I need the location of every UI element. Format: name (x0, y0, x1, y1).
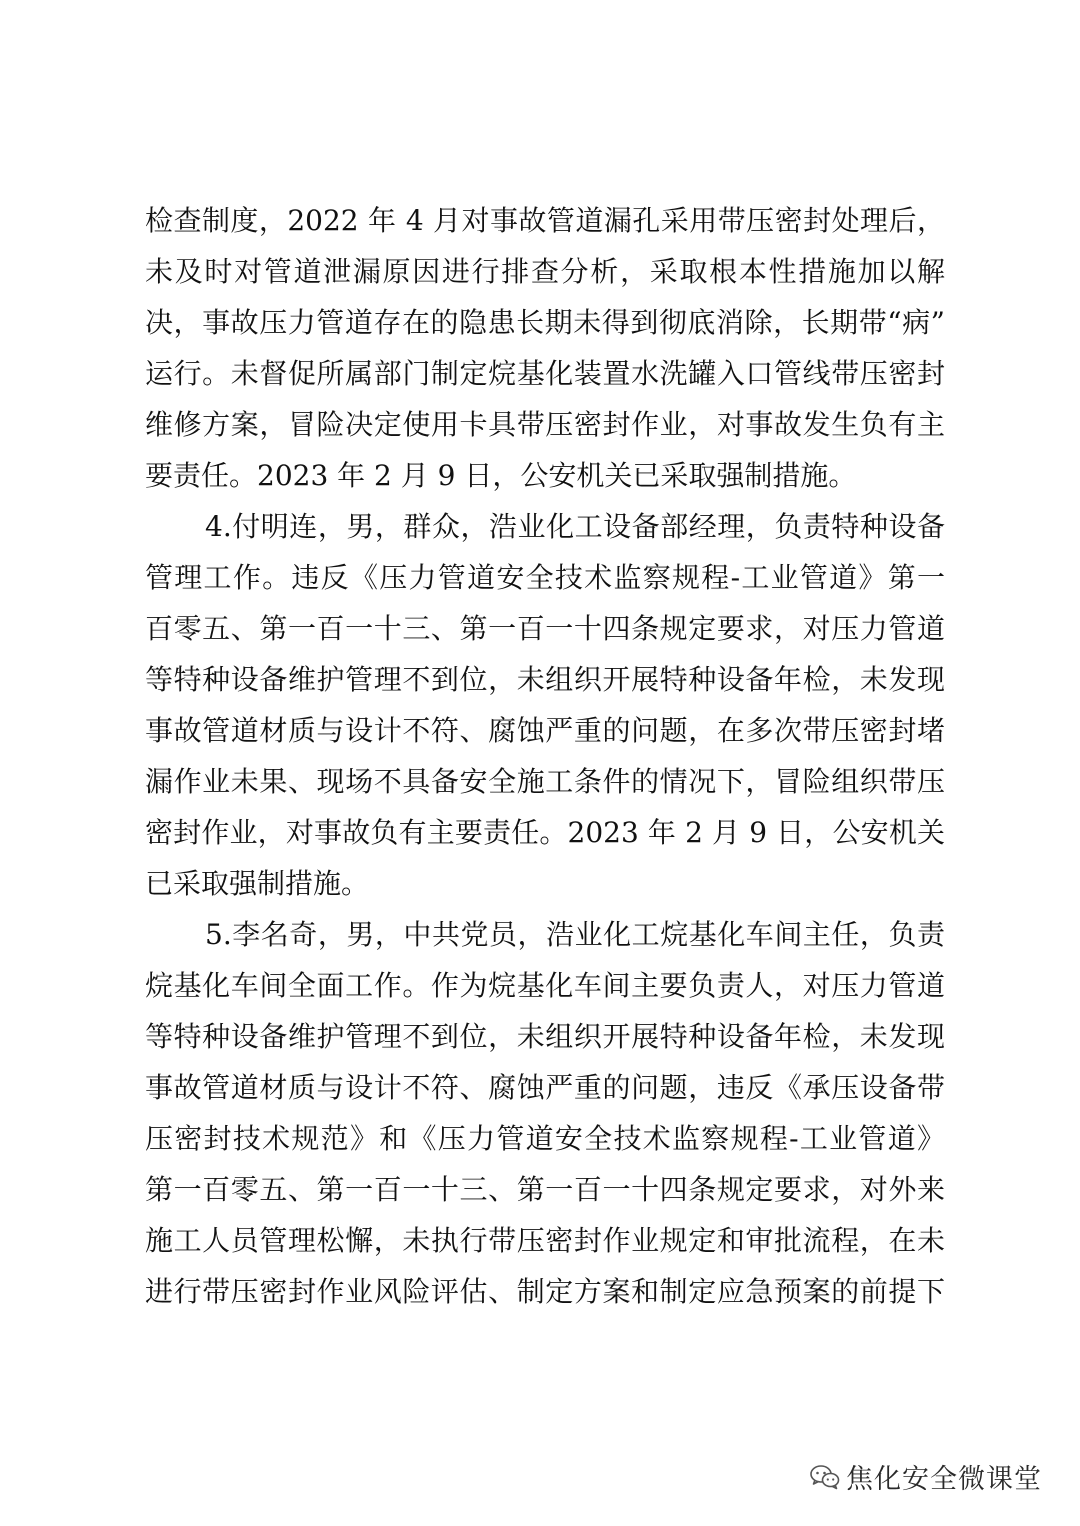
text-line: 等特种设备维护管理不到位，未组织开展特种设备年检，未发现 (145, 1020, 945, 1053)
text-line: 检查制度，2022 年 4 月对事故管道漏孔采用带压密封处理后， (145, 204, 945, 237)
text-line: 漏作业未果、现场不具备安全施工条件的情况下，冒险组织带压 (145, 765, 945, 798)
text-line: 密封作业，对事故负有主要责任。2023 年 2 月 9 日，公安机关 (145, 816, 945, 849)
text-line: 运行。未督促所属部门制定烷基化装置水洗罐入口管线带压密封 (145, 357, 945, 390)
text-line: 事故管道材质与设计不符、腐蚀严重的问题，在多次带压密封堵 (145, 714, 945, 747)
paragraph-start-line: 4.付明连，男，群众，浩业化工设备部经理，负责特种设备 (205, 510, 945, 543)
text-line: 等特种设备维护管理不到位，未组织开展特种设备年检，未发现 (145, 663, 945, 696)
wechat-icon (810, 1464, 840, 1490)
text-line: 进行带压密封作业风险评估、制定方案和制定应急预案的前提下 (145, 1275, 945, 1308)
text-line: 第一百零五、第一百一十三、第一百一十四条规定要求，对外来 (145, 1173, 945, 1206)
text-line: 要责任。2023 年 2 月 9 日，公安机关已采取强制措施。 (145, 459, 857, 492)
text-line: 压密封技术规范》和《压力管道安全技术监察规程-工业管道》 (145, 1122, 945, 1155)
text-line: 管理工作。违反《压力管道安全技术监察规程-工业管道》第一 (145, 561, 945, 594)
text-line: 决，事故压力管道存在的隐患长期未得到彻底消除，长期带“病” (145, 306, 945, 339)
watermark (810, 1457, 1042, 1496)
text-line: 维修方案，冒险决定使用卡具带压密封作业，对事故发生负有主 (145, 408, 945, 441)
text-line: 烷基化车间全面工作。作为烷基化车间主要负责人，对压力管道 (145, 969, 945, 1002)
text-line: 百零五、第一百一十三、第一百一十四条规定要求，对压力管道 (145, 612, 945, 645)
watermark-text: 焦化安全微课堂 (846, 1464, 1042, 1495)
paragraph-start-line: 5.李名奇，男，中共党员，浩业化工烷基化车间主任，负责 (205, 918, 945, 951)
text-line: 未及时对管道泄漏原因进行排查分析，采取根本性措施加以解 (145, 255, 945, 288)
document-body (145, 195, 945, 1317)
text-line: 已采取强制措施。 (145, 867, 370, 900)
text-line: 施工人员管理松懈，未执行带压密封作业规定和审批流程，在未 (145, 1224, 945, 1257)
text-line: 事故管道材质与设计不符、腐蚀严重的问题，违反《承压设备带 (145, 1071, 945, 1104)
